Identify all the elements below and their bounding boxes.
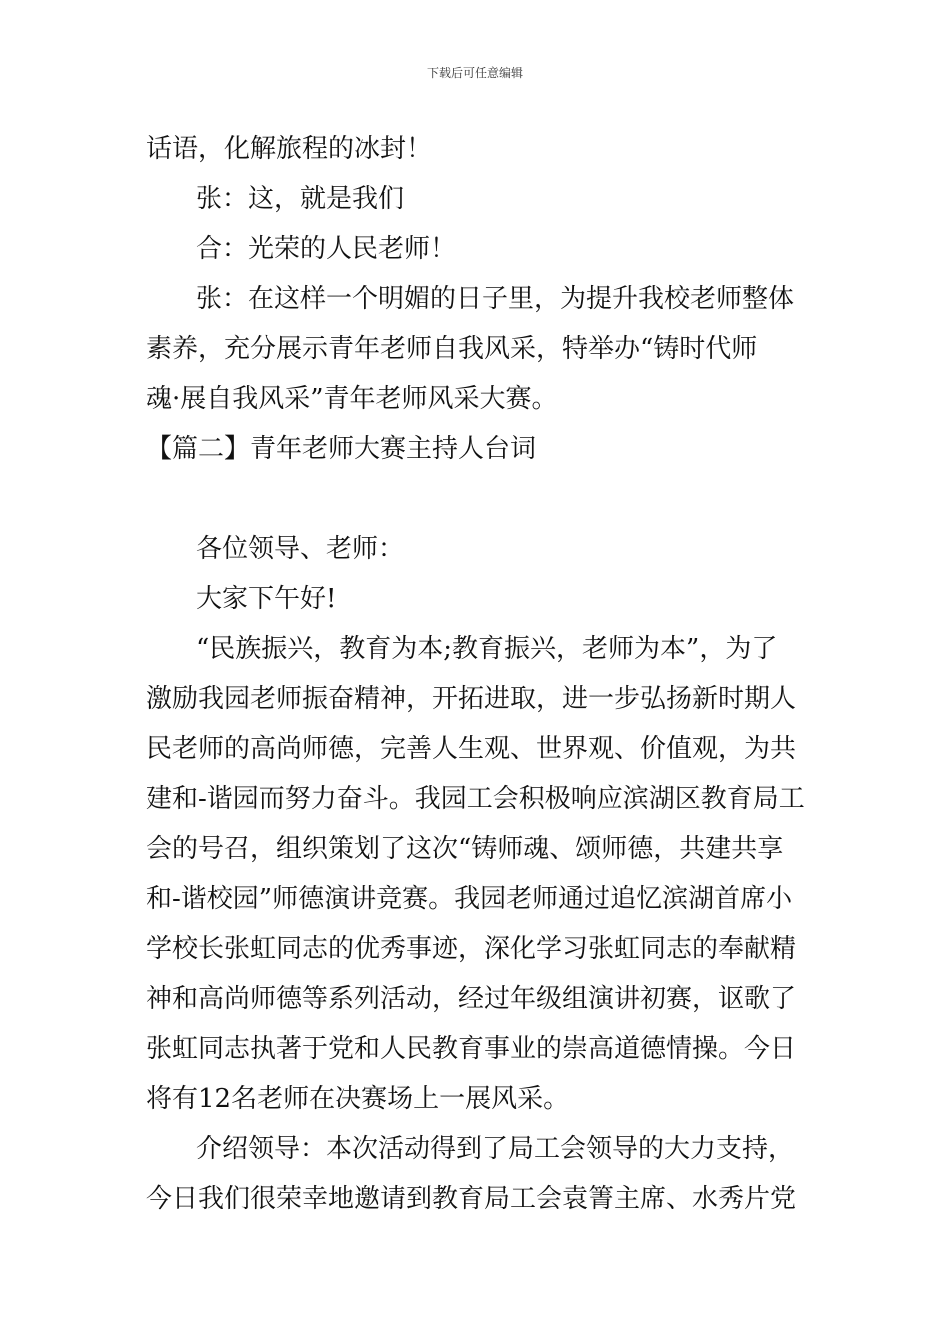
text-line: 张虹同志执著于党和人民教育事业的崇高道德情操。今日 [146, 1034, 797, 1064]
text-line: 话语，化解旅程的冰封！ [146, 134, 433, 164]
text-line: 张：在这样一个明媚的日子里，为提升我校老师整体 [196, 284, 795, 314]
text-line: 将有12名老师在决赛场上一展风采。 [146, 1084, 570, 1114]
text-line: 张：这，就是我们 [196, 184, 405, 214]
text-line: 大家下午好! [196, 584, 337, 614]
text-line: 今日我们很荣幸地邀请到教育局工会袁箐主席、水秀片党 [146, 1184, 797, 1214]
text-line: 和-谐校园”师德演讲竞赛。我园老师通过追忆滨湖首席小 [146, 884, 793, 914]
text-line: 合：光荣的人民老师！ [196, 234, 457, 264]
text-line: “民族振兴，教育为本;教育振兴，老师为本”，为了 [196, 634, 778, 664]
text-line: 各位领导、老师： [196, 534, 405, 564]
page-header: 下载后可任意编辑 [426, 66, 523, 80]
text-line: 素养，充分展示青年老师自我风采，特举办“铸时代师 [146, 334, 758, 364]
text-line: 学校长张虹同志的优秀事迹，深化学习张虹同志的奉献精 [146, 934, 797, 964]
text-line: 介绍领导：本次活动得到了局工会领导的大力支持， [196, 1134, 795, 1164]
text-line: 民老师的高尚师德，完善人生观、世界观、价值观，为共 [146, 734, 797, 764]
text-line: 激励我园老师振奋精神，开拓进取，进一步弘扬新时期人 [146, 684, 797, 714]
section-heading: 【篇二】青年老师大赛主持人台词 [146, 434, 537, 464]
text-line: 建和-谐园而努力奋斗。我园工会积极响应滨湖区教育局工 [146, 784, 805, 814]
text-line: 神和高尚师德等系列活动，经过年级组演讲初赛，讴歌了 [146, 984, 797, 1014]
text-line: 会的号召，组织策划了这次“铸师魂、颂师德，共建共享 [146, 834, 784, 864]
text-line: 魂·展自我风采”青年老师风采大赛。 [146, 384, 558, 414]
